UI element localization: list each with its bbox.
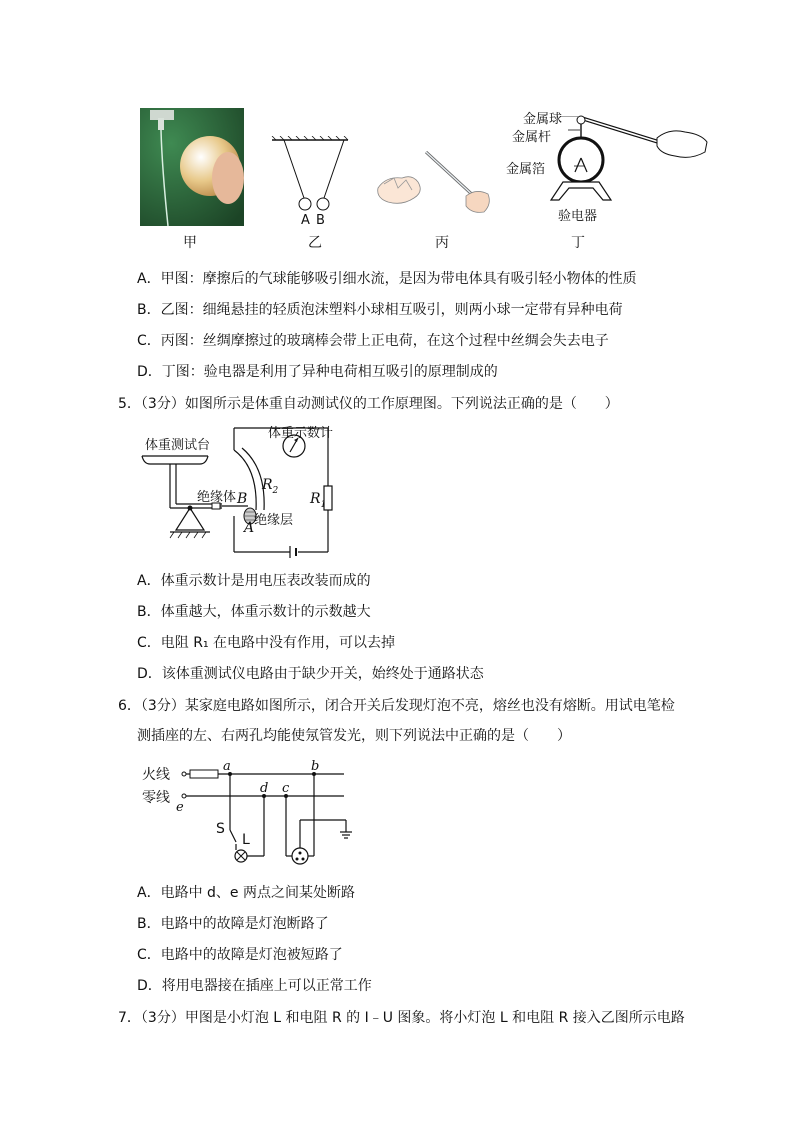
ball-a [299, 198, 311, 210]
label-point-e: e [176, 800, 184, 815]
q6-option-a: A．电路中 d、e 两点之间某处断路 [137, 885, 355, 901]
label-metal-ball: 金属球 [523, 112, 563, 127]
figure-jia-photo [140, 108, 244, 226]
label-weight-meter: 体重示数计 [268, 426, 334, 441]
q6-household-circuit [140, 760, 370, 870]
label-point-d: d [260, 781, 269, 796]
q6-stem-line1: 6．（3分）某家庭电路如图所示，闭合开关后发现灯泡不亮，熔丝也没有熔断。用试电笔检 [118, 698, 675, 714]
label-neutral-wire: 零线 [142, 790, 170, 806]
label-r2: $R_2$ [262, 477, 279, 496]
q6-option-d: D．将用电器接在插座上可以正常工作 [137, 978, 372, 994]
q6-stem-line2: 测插座的左、右两孔均能使氖管发光，则下列说法中正确的是（ ） [137, 728, 571, 744]
q4-option-a: A．甲图：摩擦后的气球能够吸引细水流，是因为带电体具有吸引轻小物体的性质 [137, 271, 637, 287]
q7-stem: 7．（3分）甲图是小灯泡 L 和电阻 R 的 I﹣U 图象。将小灯泡 L 和电阻 R 接入乙图所示电路 [118, 1010, 685, 1026]
label-point-b: b [311, 759, 320, 774]
figure-label-ding: 丁 [571, 235, 585, 251]
q4-option-d: D．丁图：验电器是利用了异种电荷相互吸引的原理制成的 [137, 364, 498, 380]
q5-option-a: A．体重示数计是用电压表改装而成的 [137, 573, 371, 589]
q6-option-c: C．电路中的故障是灯泡被短路了 [137, 947, 343, 963]
q5-option-c: C．电阻 R₁ 在电路中没有作用，可以去掉 [137, 635, 396, 651]
q5-option-d: D．该体重测试仪电路由于缺少开关，始终处于通路状态 [137, 666, 484, 682]
label-switch-s: S [216, 821, 225, 837]
q5-stem: 5．（3分）如图所示是体重自动测试仪的工作原理图。下列说法正确的是（ ） [118, 396, 619, 412]
figure-bing-diagram [372, 148, 494, 218]
q6-option-b: B．电路中的故障是灯泡断路了 [137, 916, 329, 932]
label-point-c: c [282, 781, 290, 796]
ding-leader-lines [560, 116, 590, 176]
q5-option-b: B．体重越大，体重示数计的示数越大 [137, 604, 371, 620]
q4-option-b: B．乙图：细绳悬挂的轻质泡沫塑料小球相互吸引，则两小球一定带有异种电荷 [137, 302, 623, 318]
label-point-a: a [223, 759, 231, 774]
balloon-water-image [140, 108, 244, 226]
label-insulator: 绝缘体 [197, 490, 237, 505]
label-insulating-layer: 绝缘层 [254, 513, 294, 528]
label-metal-foil: 金属箔 [506, 162, 546, 177]
yi-ball-labels: A B [301, 213, 326, 228]
label-electroscope: 验电器 [558, 209, 598, 224]
label-lamp-l: L [242, 832, 250, 848]
figure-label-bing: 丙 [435, 235, 449, 251]
label-metal-rod: 金属杆 [512, 130, 552, 145]
q4-option-c: C．丙图：丝绸摩擦过的玻璃棒会带上正电荷，在这个过程中丝绸会失去电子 [137, 333, 609, 349]
label-weighing-platform: 体重测试台 [145, 438, 211, 453]
label-point-a: A [244, 520, 255, 536]
figure-label-jia: 甲 [183, 235, 197, 251]
label-r1: $R_1$ [310, 491, 327, 510]
ball-b [317, 198, 329, 210]
label-point-b: B [237, 491, 248, 507]
figure-label-yi: 乙 [308, 235, 322, 251]
label-live-wire: 火线 [142, 767, 170, 783]
